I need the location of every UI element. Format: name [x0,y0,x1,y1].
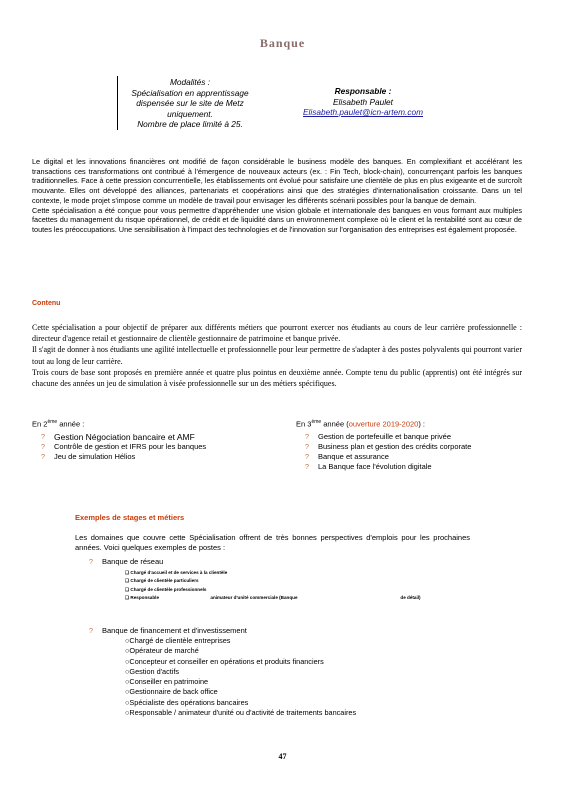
list-item: ? Banque de financement et d'investissement [80,626,520,636]
modalites-line: uniquement. [167,108,213,119]
page-number: 47 [278,752,287,761]
year2-block [32,417,272,462]
responsable-block [283,86,443,118]
list-item: ○Chargé de clientèle entreprises [125,636,231,645]
list-item: ○Opérateur de marché [125,646,199,656]
list-item: ? Gestion de portefeuille et banque privée [296,432,536,442]
contenu-heading: Contenu [32,300,61,307]
intro-paragraph: Cette spécialisation a été conçue pour vous permettre d'appréhender une vision globale et internationale des banques en vous formant aux multiples facettes du management du risque opérationnel, de crédit et de liquidité dans un environnement complexe où le client et la rentabilité sont au cœur de toutes les préoccupations. Une sensibilisation à l'impact des technologies et de l'innovation sur l'organisation des entreprises est également proposée. [32,205,522,234]
modalites-label: Modalités : [169,77,211,87]
list-item: ❑ Responsable animateur d'unité commerciale (Banque de détail) [125,594,421,600]
year3-block [296,417,536,473]
responsable-email-link[interactable]: Elisabeth.paulet@icn-artem.com [302,107,424,117]
list-item: ○Gestionnaire de back office [125,687,218,697]
list-item: ? La Banque face l'évolution digitale [296,462,536,472]
year3-heading: En 3ème année (ouverture 2019-2020) : [296,419,426,429]
exemples-heading: Exemples de stages et métiers [75,513,185,522]
list-item: ○Conseiller en patrimoine [125,677,209,687]
list-item: ❑ Chargé de clientèle professionnels [125,586,207,592]
intro-text [32,157,522,235]
bullet-icon: ? [40,452,46,462]
modalites-line: Nombre de place limité à 25. [137,119,243,129]
bullet-icon: ? [304,431,310,441]
list-item: ? Banque et assurance [296,452,536,462]
contenu-text [32,322,522,389]
list-item: ○Responsable / animateur d'unité ou d'activité de traitements bancaires [125,708,357,718]
financement-block [80,626,520,718]
modalites-line: Spécialisation en apprentissage [131,87,249,98]
bullet-icon: ? [88,557,94,566]
year2-heading: En 2ème année : [32,419,85,429]
bullet-icon: ? [304,452,310,462]
divider [117,76,118,130]
bullet-icon: ? [304,441,310,451]
bullet-icon: ? [40,441,46,451]
list-item: ○Gestion d'actifs [125,666,180,676]
contenu-paragraph: Il s'agit de donner à nos étudiants une agilité intellectuelle et professionnelle pour leur permettre de s'adapter à des postes polyvalents qui pourront varier tout au long de leur carrière. [32,345,522,366]
bullet-icon: ? [40,431,46,441]
reseau-list [80,569,520,602]
modalites-block [120,77,260,130]
responsable-name: Elisabeth Paulet [333,96,393,107]
intro-paragraph: Le digital et les innovations financières ont modifié de façon considérable le business modèle des banques. En complexifiant et accélérant les transactions ces transformations ont contribué à l'émergence de nouveaux acteurs (ex. : Fin Tech, block-chain), concurrençant parfois les banques traditionnelles. Face à cette pression concurrentielle, les établissements ont évolué pour satisfaire une clientèle de plus en plus exigeante et de surcroît mouvante. Elles ont développé des alliances, partenariats et coopérations ainsi que des stratégies d'internationalisation croissante. Dans un tel contexte, le mode projet s'impose comme un modèle de travail pour envisager les différents scénarii possibles pour la banque de demain. [32,157,522,205]
financement-list [80,636,520,718]
list-item: ❑ Chargé d'accueil et de services à la clientèle [125,570,228,575]
contenu-paragraph: Cette spécialisation a pour objectif de préparer aux différents métiers que pourront exercer nos étudiants au cours de leur carrière professionnelle : directeur d'agence retail et gestionnaire de clientèle gestionnaire de patrimoine et banque privée. [32,323,522,344]
list-item: ? Banque de réseau [80,557,520,567]
contenu-paragraph: Trois cours de base sont proposés en première année et quatre plus pointus en deuxième année. Compte tenu du public (apprentis) ont été intégrés sur chacune des années un jeu de simulation à visée professionnelle sur un des métiers spécifiques. [32,367,522,389]
list-item: ○Concepteur et conseiller en opérations et produits financiers [125,656,324,666]
reseau-block [80,557,520,602]
list-item: ❑ Chargé de clientèle particuliers [125,578,199,584]
modalites-line: dispensée sur le site de Metz [136,98,244,108]
list-item: ? Jeu de simulation Hélios [32,452,272,462]
list-item: ○Spécialiste des opérations bancaires [125,697,249,707]
bullet-icon: ? [88,626,94,635]
list-item: ? Gestion Négociation bancaire et AMF [32,432,272,442]
page-title: Banque [259,36,306,50]
list-item: ? Business plan et gestion des crédits corporate [296,442,536,452]
bullet-icon: ? [304,462,310,472]
exemples-text: Les domaines que couvre cette Spécialisation offrent de très bonnes perspectives d'emplois pour les prochaines années. Voici quelques exemples de postes : [75,533,470,552]
responsable-label: Responsable : [334,86,392,96]
list-item: ? Contrôle de gestion et IFRS pour les banques [32,442,272,452]
